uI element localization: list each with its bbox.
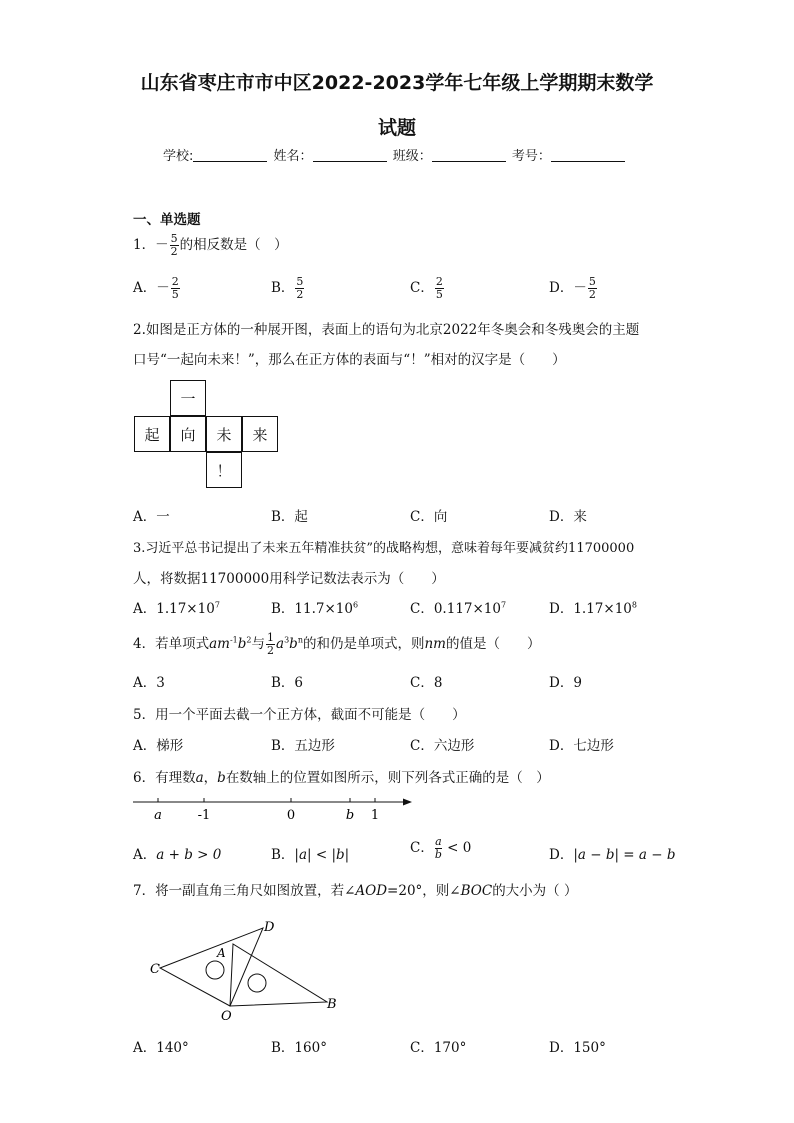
paper-title-line2: 试题 — [377, 117, 416, 139]
question-number: 5． — [133, 707, 156, 723]
number-line-figure — [128, 792, 418, 826]
q7-option-d[interactable]: D．150° — [549, 1040, 606, 1056]
triangle-aob — [230, 944, 327, 1006]
q4-option-c[interactable]: C．8 — [410, 675, 443, 691]
question-7: 7．将一副直角三角尺如图放置，若∠AOD=20°，则∠BOC的大小为（ ） — [133, 883, 578, 899]
net-cell: 来 — [242, 416, 278, 452]
q5-option-c[interactable]: C．六边形 — [410, 738, 475, 754]
net-cell-bottom: ！ — [206, 452, 242, 488]
question-5: 5．用一个平面去截一个正方体，截面不可能是（ ） — [133, 707, 466, 723]
q3-option-c[interactable]: C．$0.117\times 10^7$ — [410, 600, 507, 617]
question-number: 7． — [133, 883, 156, 899]
ruler-hole-right — [248, 974, 266, 992]
q5-option-d[interactable]: D．七边形 — [549, 738, 614, 754]
question-number: 6． — [133, 770, 156, 786]
q7-option-b[interactable]: B．160° — [271, 1040, 327, 1056]
question-2-line1: 2.如图是正方体的一种展开图，表面上的语句为北京2022年冬奥会和冬残奥会的主题 — [133, 322, 640, 338]
field-number-blank[interactable] — [551, 149, 625, 162]
q3-option-b[interactable]: B．$11.7\times 10^6$ — [271, 600, 359, 617]
triangle-cod — [160, 928, 263, 1006]
question-number: 1． — [133, 237, 156, 253]
field-name-blank[interactable] — [313, 149, 387, 162]
q1-option-b[interactable]: B． $\frac{5}{2}$ — [271, 275, 304, 301]
label-1: 1 — [370, 808, 380, 823]
q2-option-b[interactable]: B．起 — [271, 509, 308, 525]
net-cell: 未 — [206, 416, 242, 452]
q6-option-c[interactable]: C． $\frac{a}{b}$ < 0 — [410, 835, 472, 861]
field-name-label: 姓名： — [273, 149, 313, 164]
triangle-rulers-figure — [140, 910, 350, 1025]
minus-sign: － — [155, 237, 169, 253]
point-o-label: O — [221, 1009, 232, 1024]
point-a-label: A — [217, 946, 226, 960]
q2-option-d[interactable]: D．来 — [549, 509, 587, 525]
field-number-label: 考号： — [511, 149, 551, 164]
question-number: 2. — [133, 322, 146, 338]
student-info-fields — [163, 145, 627, 164]
q3-option-a[interactable]: A．$1.17\times 10^7$ — [133, 600, 220, 617]
section-heading: 一、单选题 — [133, 212, 201, 228]
point-d-label: D — [264, 920, 275, 935]
field-class-label: 班级： — [392, 149, 432, 164]
fraction: $\frac{1}{2}$ — [267, 631, 274, 657]
q4-option-a[interactable]: A．3 — [133, 675, 165, 691]
label-0: 0 — [286, 808, 296, 823]
net-cell: 起 — [134, 416, 170, 452]
net-cell-top: 一 — [170, 380, 206, 416]
point-b-label: B — [327, 997, 337, 1012]
q1-option-d[interactable]: D．－ $\frac{5}{2}$ — [549, 275, 596, 301]
question-4: 4．若单项式$am^{-1}b^2$与 $\frac{1}{2}$ $a^3b^n$的和仍是单项式，则nm的值是（ ） — [133, 631, 541, 657]
q7-option-a[interactable]: A．140° — [133, 1040, 189, 1056]
label-b: b — [345, 808, 355, 823]
field-school-label: 学校: — [163, 149, 194, 164]
q6-option-b[interactable]: B．|a| < |b| — [271, 847, 350, 863]
question-6: 6．有理数a，b在数轴上的位置如图所示，则下列各式正确的是（ ） — [133, 770, 550, 786]
q5-option-a[interactable]: A．梯形 — [133, 738, 184, 754]
question-1 — [133, 233, 288, 258]
fraction: $\frac{5}{2}$ — [170, 232, 178, 258]
q3-option-d[interactable]: D．$1.17\times 10^8$ — [549, 600, 637, 617]
q7-option-c[interactable]: C．170° — [410, 1040, 467, 1056]
q1-option-c[interactable]: C． $\frac{2}{5}$ — [410, 275, 443, 301]
field-class-blank[interactable] — [432, 149, 506, 162]
question-3-line2: 人，将数据11700000用科学记数法表示为（ ） — [133, 571, 445, 587]
q4-option-d[interactable]: D．9 — [549, 675, 582, 691]
question-2-line2: 口号“一起向未来！”，那么在正方体的表面与“！”相对的汉字是（ ） — [133, 352, 566, 368]
q2-option-a[interactable]: A．一 — [133, 509, 170, 525]
label-a: a — [154, 808, 162, 823]
axis-arrow-icon — [403, 799, 412, 806]
question-number: 4． — [133, 636, 156, 652]
q4-option-b[interactable]: B．6 — [271, 675, 304, 691]
q5-option-b[interactable]: B．五边形 — [271, 738, 335, 754]
question-number: 3. — [133, 541, 146, 556]
q6-option-d[interactable]: D．|a − b| = a − b — [549, 847, 676, 863]
question-3-line1: 3.习近平总书记提出了未来五年精准扶贫”的战略构想，意味着每年要减贫约11700000 — [133, 541, 635, 556]
point-c-label: C — [150, 962, 160, 977]
q6-option-a[interactable]: A．a + b > 0 — [133, 847, 222, 863]
paper-title-line1: 山东省枣庄市市中区2022-2023学年七年级上学期期末数学 — [140, 72, 654, 94]
ruler-hole-left — [206, 961, 224, 979]
net-cell: 向 — [170, 416, 206, 452]
field-school-blank[interactable] — [193, 149, 267, 162]
label-minus-1: -1 — [197, 808, 211, 823]
question-text: 的相反数是（ ） — [179, 237, 288, 253]
q2-option-c[interactable]: C．向 — [410, 509, 448, 525]
q1-option-a[interactable]: A．－ $\frac{2}{5}$ — [133, 275, 179, 301]
